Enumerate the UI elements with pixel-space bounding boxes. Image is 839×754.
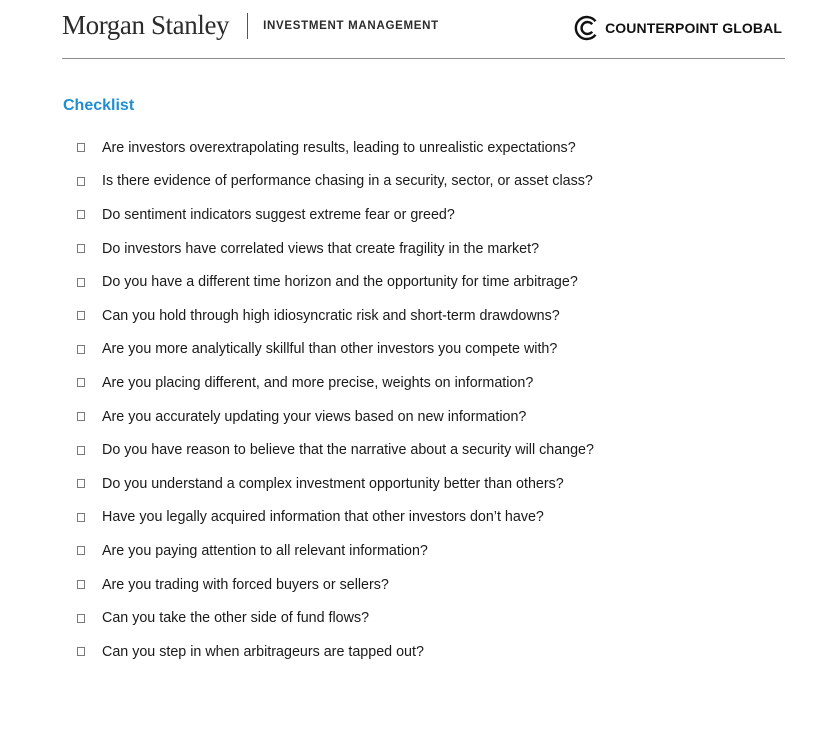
checkbox[interactable] — [77, 580, 85, 589]
partner-logo — [573, 14, 782, 42]
checklist-item-text: Can you take the other side of fund flows? — [102, 610, 370, 627]
checkbox[interactable] — [77, 446, 85, 455]
checklist-item — [77, 131, 797, 165]
checklist-item — [77, 165, 797, 199]
checklist-item-text: Do sentiment indicators suggest extreme fear or greed? — [102, 206, 455, 223]
checklist-item — [77, 467, 797, 501]
checkbox[interactable] — [77, 345, 85, 354]
checklist-item-text: Can you hold through high idiosyncratic risk and short-term drawdowns? — [102, 307, 560, 324]
checkbox[interactable] — [77, 614, 85, 623]
checklist-item — [77, 333, 797, 367]
brand-subtitle: INVESTMENT MANAGEMENT — [263, 19, 439, 32]
checklist-item-text: Are investors overextrapolating results, leading to unrealistic expectations? — [102, 139, 576, 156]
checklist-item — [77, 232, 797, 266]
checkbox[interactable] — [77, 278, 85, 287]
checklist-item — [77, 198, 797, 232]
checklist-title: Checklist — [63, 97, 135, 114]
page-header — [62, 8, 785, 59]
checklist-item-text: Is there evidence of performance chasing in a security, sector, or asset class? — [102, 173, 593, 190]
checkbox[interactable] — [77, 412, 85, 421]
checklist-item-text: Are you accurately updating your views based on new information? — [102, 408, 527, 425]
checklist-item-text: Do you have a different time horizon and the opportunity for time arbitrage? — [102, 274, 578, 291]
checklist-item-text: Are you more analytically skillful than other investors you compete with? — [102, 341, 558, 358]
brand-divider — [247, 13, 248, 39]
checkbox[interactable] — [77, 647, 85, 656]
checklist-item-text: Do you understand a complex investment opportunity better than others? — [102, 475, 564, 492]
checklist-item — [77, 635, 797, 669]
checkbox[interactable] — [77, 177, 85, 186]
checklist-item-text: Have you legally acquired information that other investors don’t have? — [102, 509, 544, 526]
checkbox[interactable] — [77, 244, 85, 253]
checkbox[interactable] — [77, 143, 85, 152]
brand-name: Morgan Stanley — [62, 10, 230, 40]
checklist-item — [77, 601, 797, 635]
checkbox[interactable] — [77, 311, 85, 320]
checklist-item — [77, 568, 797, 602]
checklist-item — [77, 299, 797, 333]
checklist-item-text: Are you placing different, and more precise, weights on information? — [102, 374, 534, 391]
checklist-item — [77, 534, 797, 568]
checklist — [77, 131, 797, 669]
checkbox[interactable] — [77, 210, 85, 219]
checklist-item-text: Do investors have correlated views that create fragility in the market? — [102, 240, 540, 257]
checklist-item — [77, 400, 797, 434]
checklist-item — [77, 433, 797, 467]
checklist-item-text: Do you have reason to believe that the narrative about a security will change? — [102, 442, 594, 459]
checkbox[interactable] — [77, 479, 85, 488]
checklist-item-text: Can you step in when arbitrageurs are tapped out? — [102, 643, 424, 660]
partner-name: COUNTERPOINT GLOBAL — [605, 20, 782, 36]
checkbox[interactable] — [77, 546, 85, 555]
checkbox[interactable] — [77, 513, 85, 522]
checklist-item — [77, 501, 797, 535]
checklist-item-text: Are you trading with forced buyers or sellers? — [102, 576, 389, 593]
checkbox[interactable] — [77, 378, 85, 387]
brand-logo — [62, 12, 439, 39]
counterpoint-logo-icon — [573, 14, 601, 42]
checklist-item — [77, 265, 797, 299]
checklist-item-text: Are you paying attention to all relevant information? — [102, 542, 428, 559]
checklist-item — [77, 366, 797, 400]
